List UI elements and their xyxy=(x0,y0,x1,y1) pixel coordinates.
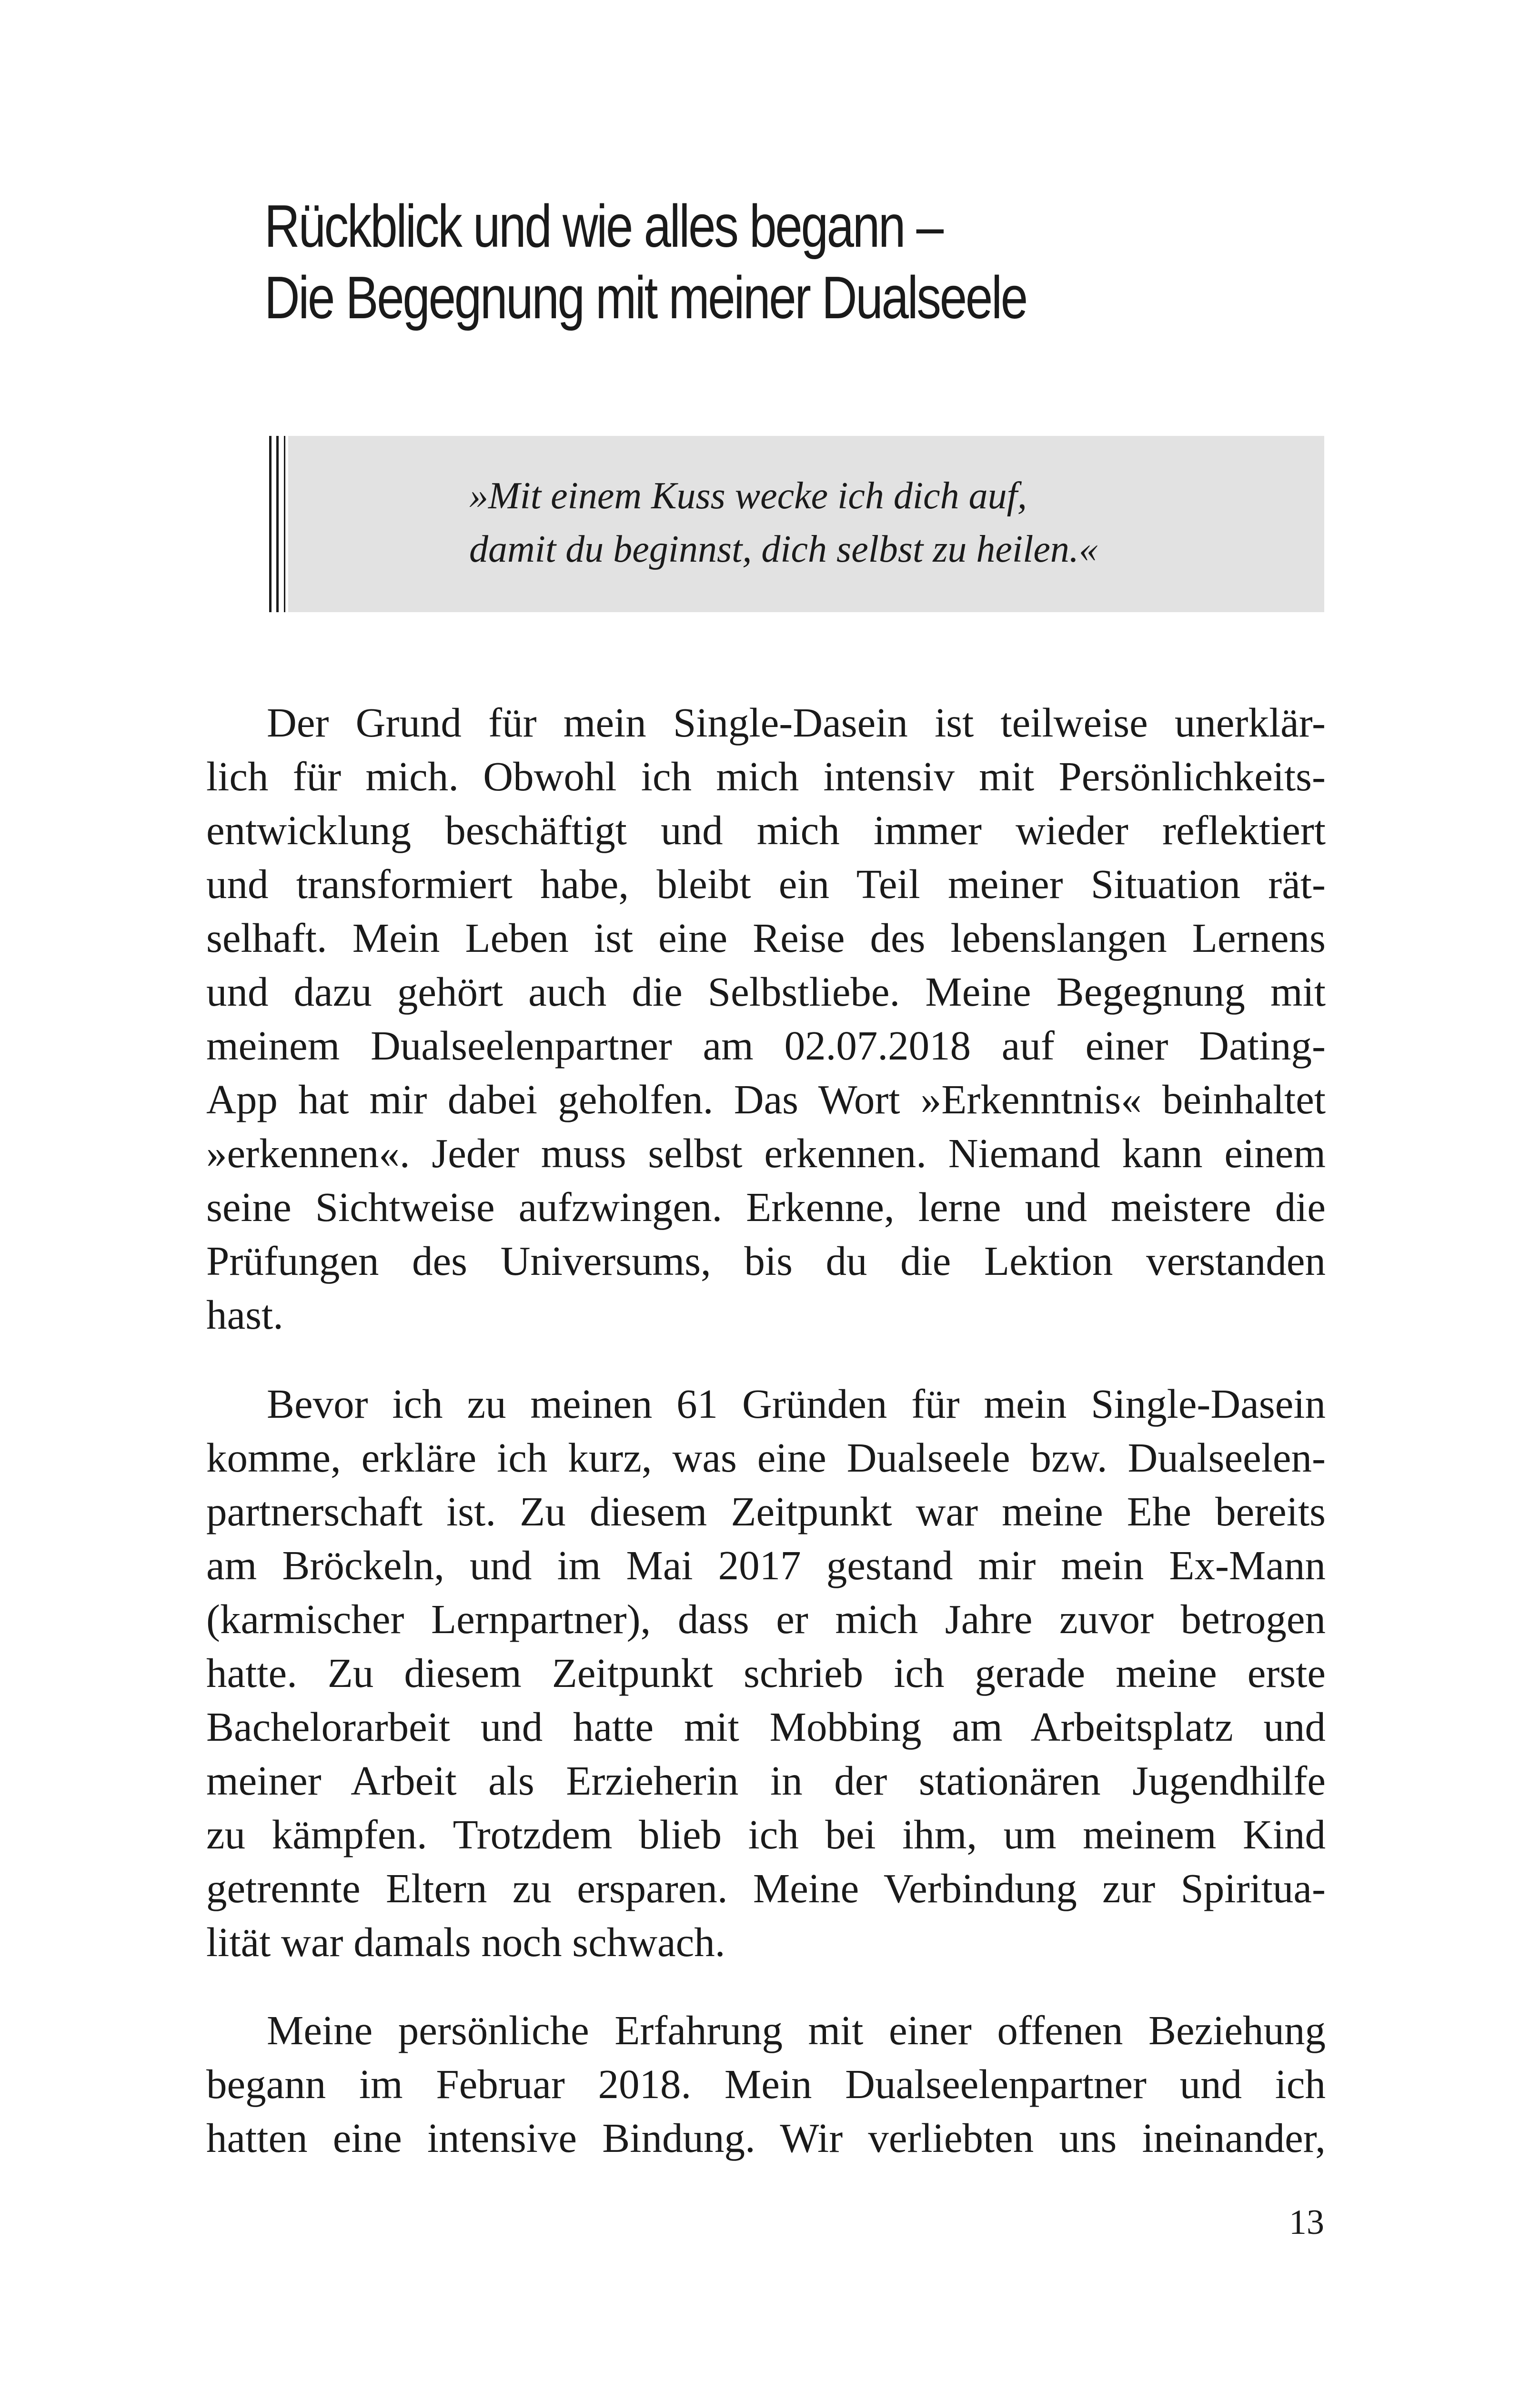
epigraph-rule-2 xyxy=(276,436,279,612)
text-line: meiner Arbeit als Erzieherin in der stationären Jugendhilfe xyxy=(206,1757,1326,1804)
text-line: lich für mich. Obwohl ich mich intensiv mit Persönlichkeits- xyxy=(206,753,1326,799)
text-line: lität war damals noch schwach. xyxy=(206,1919,725,1965)
text-line: hatten eine intensive Bindung. Wir verliebten uns ineinander, xyxy=(206,2115,1326,2161)
chapter-title-line-1: Rückblick und wie alles begann – xyxy=(264,192,942,260)
text-line: Bachelorarbeit und hatte mit Mobbing am Arbeitsplatz und xyxy=(206,1704,1326,1750)
text-line: selhaft. Mein Leben ist eine Reise des lebenslangen Lernens xyxy=(206,915,1326,961)
chapter-title xyxy=(264,191,1202,333)
text-line: begann im Februar 2018. Mein Dualseelenpartner und ich xyxy=(206,2061,1326,2107)
text-line: und dazu gehört auch die Selbstliebe. Meine Begegnung mit xyxy=(206,969,1326,1015)
text-line: »erkennen«. Jeder muss selbst erkennen. Niemand kann einem xyxy=(206,1130,1326,1176)
text-line: getrennte Eltern zu ersparen. Meine Verbindung zur Spiritua- xyxy=(206,1865,1326,1911)
text-line: Prüfungen des Universums, bis du die Lektion verstanden xyxy=(206,1238,1326,1284)
chapter-title-line-2: Die Begegnung mit meiner Dualseele xyxy=(264,264,1027,331)
text-line: App hat mir dabei geholfen. Das Wort »Erkenntnis« beinhaltet xyxy=(206,1076,1326,1122)
text-line: Der Grund für mein Single-Dasein ist teilweise unerklär- xyxy=(267,699,1326,746)
text-line: Bevor ich zu meinen 61 Gründen für mein Single-Dasein xyxy=(267,1381,1326,1427)
text-line: seine Sichtweise aufzwingen. Erkenne, lerne und meistere die xyxy=(206,1184,1326,1230)
paragraph-3 xyxy=(206,2003,1326,2165)
epigraph-rule-1 xyxy=(269,436,272,612)
text-line: hast. xyxy=(206,1292,283,1338)
text-line: komme, erkläre ich kurz, was eine Dualseele bzw. Dualseelen- xyxy=(206,1434,1326,1481)
epigraph-line-1: »Mit einem Kuss wecke ich dich auf, xyxy=(469,475,1027,517)
text-line: meinem Dualseelenpartner am 02.07.2018 auf einer Dating- xyxy=(206,1022,1326,1069)
page-number: 13 xyxy=(1289,2203,1324,2242)
text-line: zu kämpfen. Trotzdem blieb ich bei ihm, um meinem Kind xyxy=(206,1811,1326,1857)
text-line: partnerschaft ist. Zu diesem Zeitpunkt war meine Ehe bereits xyxy=(206,1488,1326,1534)
epigraph-quote xyxy=(469,469,1279,576)
text-line: hatte. Zu diesem Zeitpunkt schrieb ich gerade meine erste xyxy=(206,1650,1326,1696)
paragraph-1 xyxy=(206,696,1326,1342)
text-line: und transformiert habe, bleibt ein Teil meiner Situation rät- xyxy=(206,861,1326,907)
text-line: Meine persönliche Erfahrung mit einer offenen Beziehung xyxy=(267,2007,1326,2053)
epigraph-rule-3 xyxy=(284,436,285,612)
paragraph-2 xyxy=(206,1377,1326,1969)
text-line: entwicklung beschäftigt und mich immer wieder reflektiert xyxy=(206,807,1326,853)
text-line: (karmischer Lernpartner), dass er mich Jahre zuvor betrogen xyxy=(206,1596,1326,1642)
epigraph-line-2: damit du beginnst, dich selbst zu heilen.« xyxy=(469,528,1098,570)
text-line: am Bröckeln, und im Mai 2017 gestand mir mein Ex-Mann xyxy=(206,1542,1326,1588)
